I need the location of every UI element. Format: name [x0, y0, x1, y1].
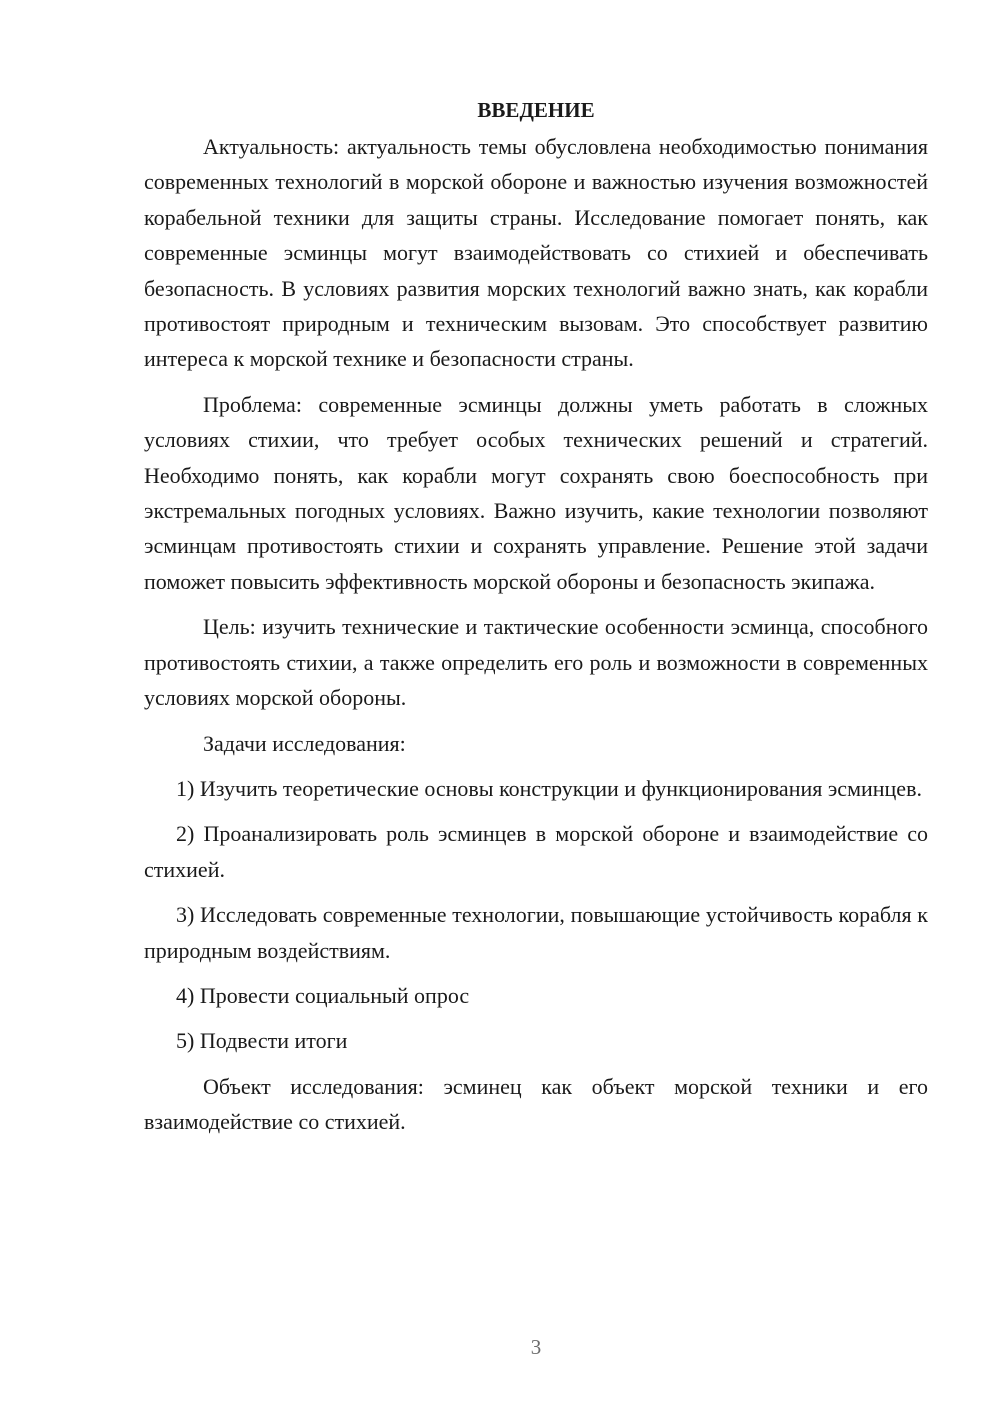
paragraph-tasks-intro: Задачи исследования: [203, 730, 406, 756]
page-number: 3 [530, 1335, 542, 1359]
list-item-task-2: 2) Проанализировать роль эсминцев в морской обороне и взаимодействие со стихией. [144, 821, 928, 882]
paragraph-object: Объект исследования: эсминец как объект морской техники и его взаимодействие со стихией. [144, 1073, 928, 1135]
paragraph-problem: Проблема: современные эсминцы должны уметь работать в сложных условиях стихии, что требует особых технических решений и стратегий. Необходимо понять, как корабли могут сохранять свою боеспособность при экстремальных погодных условиях. Важно изучить, какие технологии позволяют эсминцам противостоять стихии и сохранять управление. Решение этой задачи поможет повысить эффективность морской обороны и безопасность экипажа. [144, 391, 928, 594]
page-title: ВВЕДЕНИЕ [477, 98, 595, 122]
list-item-task-4: 4) Провести социальный опрос [176, 982, 470, 1008]
list-item-task-3: 3) Исследовать современные технологии, повышающие устойчивость корабля к природным воздействиям. [144, 902, 928, 963]
paragraph-relevance: Актуальность: актуальность темы обусловлена необходимостью понимания современных технологий в морской обороне и важностью изучения возможностей корабельной техники для защиты страны. Исследование помогает понять, как современные эсминцы могут взаимодействовать со стихией и обеспечивать безопасность. В условиях развития морских технологий важно знать, как корабли противостоят природным и техническим вызовам. Это способствует развитию интереса к морской технике и безопасности страны. [144, 134, 928, 372]
list-item-task-5: 5) Подвести итоги [176, 1028, 348, 1054]
paragraph-goal: Цель: изучить технические и тактические особенности эсминца, способного противостоять стихии, а также определить его роль и возможности в современных условиях морской обороны. [144, 614, 928, 711]
document-body [144, 94, 928, 1140]
list-item-task-1: 1) Изучить теоретические основы конструкции и функционирования эсминцев. [176, 775, 922, 801]
